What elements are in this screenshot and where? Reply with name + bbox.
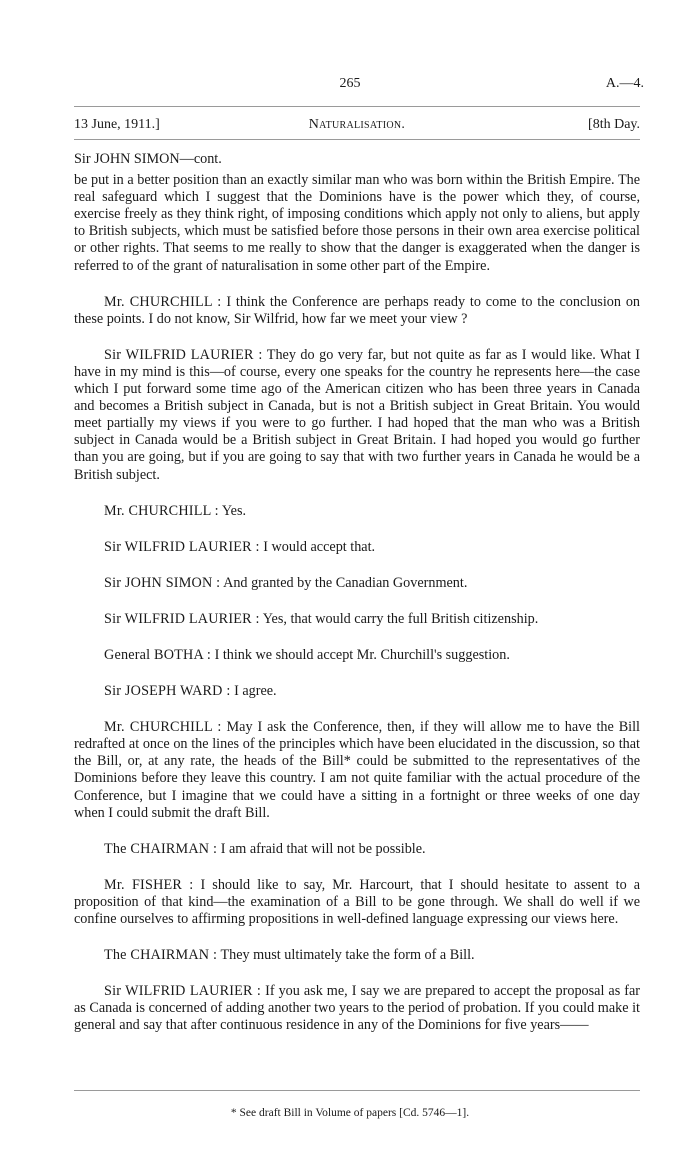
speaker-name: Mr. CHURCHILL : [104,293,222,310]
paragraph-text: And granted by the Canadian Government. [223,574,468,591]
paragraph [74,611,640,628]
paragraph [74,719,640,822]
paragraph-text: be put in a better position than an exactly similar man who was born within the British Empire. The real safeguard which I suggest that the Dominions have is the power which they, of course, exercise freely as they think right, of imposing conditions which apply not only to aliens, but apply to British subjects, which must be satisfied before those persons in their own area exercise political or other rights. That seems to me really to show that the danger is exaggerated when the danger is referred to of the grant of naturalisation in some other part of the Empire. [74,172,640,274]
transcript-body [74,151,640,1034]
paragraph [74,347,640,484]
paragraph [74,683,640,700]
header-day: [8th Day. [588,117,640,132]
paragraph-text: Yes, that would carry the full British citizenship. [262,610,539,627]
speaker-name: The CHAIRMAN : [104,840,218,857]
header-date: 13 June, 1911.] [74,117,160,132]
paragraph [74,539,640,556]
speaker-name: The CHAIRMAN : [104,947,218,964]
paragraph-text: May I ask the Conference, then, if they will allow me to have the Bill redrafted at once on the lines of the principles which have been elucidated in the discussion, so that the Bill, or, at any rate, the heads of the Bill* could be submitted to the representatives of the Dominions before they leave this country. I am not quite familiar with the actual procedure of the Conference, but I imagine that we could have a sitting in a fortnight or three weeks of one day when I could submit the draft Bill. [74,719,641,821]
page-number: 265 [339,76,361,91]
paragraph [74,575,640,592]
paragraph-text: If you ask me, I say we are prepared to accept the proposal as far as Canada is concerned of adding another two years to the period of probation. If you could make it general and say that after continuous residence in any of the Dominions for five years—— [74,983,640,1034]
footnote-rule [74,1090,640,1091]
speaker-name: Sir WILFRID LAURIER : [104,538,260,555]
paragraph-text: I think the Conference are perhaps ready to come to the conclusion on these points. I do not know, Sir Wilfrid, how far we meet your view ? [74,293,641,327]
continuation-heading: Sir JOHN SIMON—cont. [74,151,222,167]
paragraph [74,877,640,928]
document-reference: A.—4. [605,76,644,91]
speaker-name: General BOTHA : [104,646,212,663]
paragraph [74,947,640,964]
paragraph [74,503,640,520]
paragraph [74,294,640,328]
speaker-name: Sir WILFRID LAURIER : [104,610,260,627]
header-top-rule [74,106,640,107]
header-title: Naturalisation. [308,117,406,132]
speaker-name: Mr. FISHER : [104,876,194,893]
speaker-name: Sir JOSEPH WARD : [104,683,231,700]
speaker-name: Sir WILFRID LAURIER : [104,346,263,363]
paragraph [74,841,640,858]
speaker-name: Mr. CHURCHILL : [104,502,219,519]
paragraph [74,172,640,275]
speaker-name: Sir WILFRID LAURIER : [104,983,262,1000]
paragraph-text: They must ultimately take the form of a Bill. [220,947,475,964]
paragraph [74,647,640,664]
footnote: * See draft Bill in Volume of papers [Cd. 5746—1]. [230,1107,470,1119]
paragraph-text: I am afraid that will not be possible. [220,840,426,857]
speaker-name: Mr. CHURCHILL : [104,719,222,736]
header-bottom-rule [74,139,640,140]
paragraph [74,983,640,1034]
paragraph-text: I would accept that. [263,538,376,555]
speaker-name: Sir JOHN SIMON : [104,574,221,591]
paragraph-text: I should like to say, Mr. Harcourt, that I should hesitate to assent to a proposition of that kind—the examination of a Bill to be gone through. We shall do well if we confine ourselves to affirming propositions in well-defined language expressing our views here. [74,876,641,927]
paragraph-text: I think we should accept Mr. Churchill's suggestion. [214,646,510,663]
paragraph-text: I agree. [234,683,277,700]
paragraph-text: Yes. [221,502,247,519]
paragraph-text: They do go very far, but not quite as far as I would like. What I have in my mind is this—of course, every one speaks for the country he represents here—the case which I put forward some time ago of the American citizen who has been three years in Canada and becomes a British subject in Canada, but is not a British subject in Great Britain. You would meet partially my views if you were to go further. I had hoped that the man who was a British subject in Canada would be a British subject in Great Britain. I had hoped you would go further than you are going, but if you are going to say that with two further years in Canada he would be a British subject. [74,346,640,483]
